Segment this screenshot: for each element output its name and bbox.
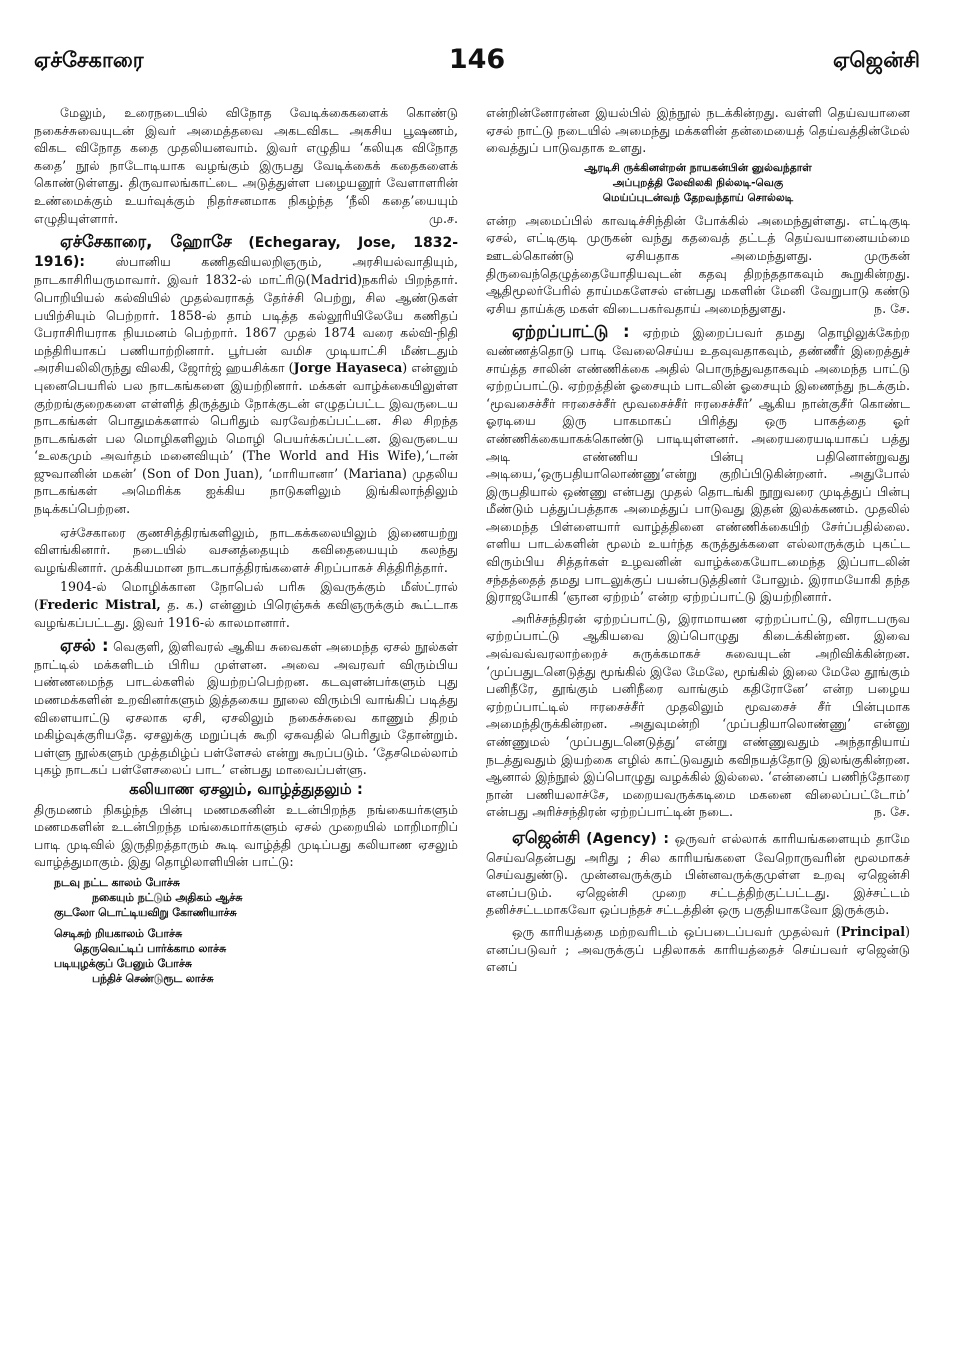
- right-column: [486, 104, 910, 1344]
- paragraph-text: மேலும், உரைநடையில் விநோத வேடிக்கைகளைக் கொண்டு நகைச்சுவையுடன் இவர் அமைத்தவை அகடவிகட அகசிய பூஷணம், விகட விநோத கதை முதலியனவாம். இவர் எழுதிய ‘கலியுக விநோத கதை’ நூல் நாடோடியாக வழங்கும் இருபது வேடிக்கைக் கதைகளைக் கொண்டுள்ளது. திருவாலங்காட்டை அடுத்துள்ள பழையனூர் வேளாளரின் உண்மைக்கும் உயர்வுக்கும் நிதர்சனமாக நிகழ்ந்த ‘நீலி கதை’யையும் எழுதியுள்ளார்.: [34, 105, 458, 226]
- verse-block: [486, 161, 910, 206]
- verse-line: தெருவெட்டிப் பார்க்காம லாச்சு: [74, 941, 226, 955]
- verse-line: படியுழக்குப் பேனும் போச்சு: [54, 956, 192, 970]
- entry-agency: [486, 829, 910, 919]
- entry-text: 1904-ல் மொழிக்கான நோபெல் பரிசு இவருக்கும் மீஸ்ட்ரால் (: [34, 579, 458, 613]
- entry-paragraph: [486, 610, 910, 821]
- entry-text: ) என்னும் புனைபெயரில் பல நாடகங்களை இயற்றினார். மக்கள் வாழ்க்கையிலுள்ள குற்றங்குறைகளை எள்ளித் திருத்தும் நோக்குடன் எழுதப்பட்ட இவருடைய நாடகங்கள் பொதுமக்களால் பெரிதும் வரவேற்கப்பட்டன. சில சிறந்த நாடகங்கள் பல மொழிகளிலும் மொழி பெயர்க்கப்பட்டன. இவருடைய ‘உலகமும் அவர்தம் மனைவியும்’ (: [34, 360, 458, 464]
- latin-term: Principal: [840, 923, 906, 939]
- entry-echegaray: [34, 233, 458, 518]
- entry-etrappattu: [486, 323, 910, 606]
- entry-headword-latin: (Echegaray, Jose, 1832-1916):: [34, 235, 458, 270]
- entry-text: ஸ்பானிய கணிதவியலறிஞரும், அரசியல்வாதியும், நாடகாசிரியருமாவார். இவர் 1832-ல் மாட்ரிடு(Madrid)நகரில் பிறந்தார். பொறியியல் கல்வியில் முதல்வராகத் தேர்ச்சி பெற்று, சில ஆண்டுகள் பயிற்சியும் பெற்றார். 1858-ல் தாம் படித்த கல்லூரியிலேயே கணிதப் பேராசிரியராக நியமனம் பெற்றார். 1867 முதல் 1874 வரை கல்வி-நிதி மந்திரியாகப் பணியாற்றினார். பூர்பன் வமிச முடியாட்சி மீண்டதும் அரசியலிலிருந்து விலகி, ஜோர்ஜ் ஹயசிக்கா (: [34, 253, 458, 376]
- entry-headword: ஏற்றப்பாட்டு :: [512, 322, 630, 342]
- entry-headword: ஏஜென்சி: [512, 827, 581, 847]
- latin-term: Frederic Mistral,: [38, 597, 161, 613]
- entry-continuation-paragraph: [34, 104, 458, 227]
- verse-line: நகையும் நட்டும் அதிகம் ஆச்சு: [92, 890, 243, 904]
- header-left-guide-word: ஏச்சேகாரை: [34, 48, 144, 72]
- entry-text: த. க.) என்னும் பிரெஞ்சுக் கவிஞருக்கும் கூட்டாக வழங்கப்பட்டது. இவர் 1916-ல் காலமானார்.: [34, 597, 458, 630]
- paragraph-text: அரிச்சந்திரன் ஏற்றப்பாட்டு, இராமாயண ஏற்றப்பாட்டு, விராடபருவ ஏற்றப்பாட்டு ஆகியவை இப்பொழுது கிடைக்கின்றன. இவை அவ்வவ்வரலாற்றைச் சுருக்கமாகச் சுவையுடன் அறிவிக்கின்றன. ‘முப்பதுடனெடுத்து மூங்கில் இலே மேலே, மூங்கில் இலை மேலே தூங்கும் பனிநீரே, தூங்கும் பனிநீரை வாங்கும் கதிரோனே’ என்ற பழைய ஏற்றப்பாட்டில் ஈரசைச்சீர் முதலிலும் மூவசைச் சீர் பின்புமாக அமைந்திருக்கின்றன. அதுவுமன்றி ‘முப்பதியாலொண்ணு’ என்னு எண்ணுமல் ‘முப்பதுடனெடுத்து’ என்று எண்ணுவதும் அந்தாதியாய் நடத்துவதும் இயற்கை எழில் காட்டுவதும் கவிநயத்தோடு இலங்குகின்றன. ஆனால் இந்நூல் இப்பொழுது வழக்கில் இல்லை. ‘என்னைப் பணிந்தோரை நான் பணியலாச்சே, மறையவருக்கடிமை மகனை விலைப்பட்டோம்’ என்பது அரிச்சந்திரன் ஏற்றப்பாட்டின் நடை.: [486, 610, 910, 820]
- entry-text: ஒருவர் எல்லாக் காரியங்களையும் தாமே செய்வதென்பது அரிது ; சில காரியங்களை வேறொருவரின் மூலமாகச் செய்வதுண்டு. முன்னவருக்கும் பின்னவருக்குமுள்ள உறவு ஏஜென்சி எனப்படும். ஏஜென்சி முறை சட்டத்திற்குட்பட்டது. இச்சட்டம் தனிச்சட்டமாகவோ ஒப்பந்தச் சட்டத்தின் ஒரு பகுதியாகவோ இருக்கும்.: [486, 830, 910, 918]
- entry-text: ) எனப்படுவர் ; அவருக்குப் பதிலாகக் காரியத்தைச் செய்பவர் ஏஜென்டு எனப்: [486, 923, 910, 975]
- header-right-guide-word: ஏஜென்சி: [832, 48, 920, 72]
- verse-line: குடலோ டொட்டியவிறு கோணியாச்சு: [54, 905, 237, 919]
- entry-headword: ஏசல் :: [60, 636, 109, 656]
- entry-paragraph: [486, 212, 910, 318]
- page-number: 146: [448, 44, 506, 75]
- verse-block: [34, 875, 458, 986]
- verse-line: செடிசுற் றியகாலம் போச்சு: [54, 926, 182, 940]
- verse-line: மெய்ப்புடன்வந் தேறவந்தாய் சொல்லடி: [602, 191, 794, 204]
- paragraph-text: என்ற அமைப்பில் காவடிச்சிந்தின் போக்கில் அமைந்துள்ளது. எட்டிகுடி ஏசல், எட்டிகுடி முருகன் வந்து கதவைத் தட்டத் தெய்வயானையம்மை ஊடல்கொண்டு ஏசியதாக அமைந்துளது. முருகன் திருவைந்தெழுத்தையோதியவுடன் கதவு திறந்ததாகவும் கூறுகின்றது. ஆதிமூலர்பேரில் தாய்மகளேசல் என்பது மகளின் மேனி வேறுபாடு கண்டு ஏசிய தாய்க்கு மகள் விடைபகர்வதாய் அமைந்துளது.: [486, 212, 910, 316]
- entry-text: ஒரு காரியத்தை மற்றவரிடம் ஒப்படைப்பவர் முதல்வர் (: [512, 923, 841, 939]
- author-initials: ந. சே.: [873, 804, 910, 820]
- entry-paragraph: ஏச்சேகாரை குணசித்திரங்களிலும், நாடகக்கலையிலும் இணையற்று விளங்கினார். நடையில் வசனத்தையும் கவிதையையும் கலந்து வழங்கினார். முக்கியமான நாடகபாத்திரங்களைச் சிறப்பாகச் சித்திரித்தார்.: [34, 524, 458, 575]
- latin-term: Jorge Hayaseca: [293, 360, 403, 376]
- entry-text: ),‘டான் ஜுவானின் மகன்’ (: [34, 448, 458, 481]
- entry-text: வெகுளி, இளிவரல் ஆகிய சுவைகள் அமைந்த ஏசல் நூல்கள் நாட்டில் மக்களிடம் பிரிய முள்ளன. அவை அவரவர் விரும்பிய பண்ணமைந்த பாடல்களில் இயற்றப்பெற்றன. கடவுளன்பர்களும் புது மணமக்களின் உறவினர்களும் இத்தகைய நூலை விரும்பி வாங்கிப் படித்து விளையாட்டு ஏசலாக ஏசி, ஏசலிலும் நகைச்சுவை காணும் திறம் மகிழ்வுக்குரியதே. ஏசலுக்கு மறுப்புக் கூறி ஏசுவதில் பெரிதும் தோன்றும். பள்ளு நூல்களும் முத்தமிழ்ப் பள்ளேசல் என்று கூறப்படும். ‘தேசமெல்லாம் புகழ் நாடகப் பள்ளேசலைப் பாட’ என்பது மாவைப்பள்ளு.: [34, 639, 458, 778]
- author-initials: ந. சே.: [873, 300, 910, 316]
- subheading: கலியாண ஏசலும், வாழ்த்துதலும் :: [129, 779, 363, 798]
- entry-text: ஏற்றம் இறைப்பவர் தமது தொழிலுக்கேற்ற வண்ணத்தொடு பாடி வேலைசெய்ய உதவுவதாகவும், தண்ணீர் இறைத்துச் சாய்த்த சாலின் எண்ணிக்கை அதில் பொருந்துவதாகவும் அமைந்த பாட்டு ஏற்றப்பாட்டு. ஏற்றத்தின் ஓசையும் பாடலின் ஓசையும் இணைந்து நடக்கும். ‘மூவசைச்சீர் ஈரசைச்சீர் மூவசைச்சீர் ஈரசைச்சீர்’ ஆகிய நான்குசீர் கொண்ட ஓரடியை இரு பாகமாகப் பிரித்து ஒரு பாகத்தை ஓர் எண்ணிக்கையாகக்கொண்டு பாடியுள்ளனர். அரையரையடியாகப் பத்து அடி எண்ணிய பின்பு பதினொன்றுவது அடியை,‘ஒருபதியாலொண்ணு’என்று குறிப்பிடுகின்றனர். அதுபோல் இருபதியால் ஒண்ணு என்பது முதல் தொடங்கி நூறுவரை முடித்துப் பின்பு மீண்டும் பத்துப்பத்தாக அமைத்துப் பாடுவது இதன் இலக்கணம். முதலில் அமைந்த பிள்ளையார் வாழ்த்தினை எண்ணிக்கையிற் சேர்ப்பதில்லை. எளிய பாடல்களின் மூலம் உயர்ந்த கருத்துக்களை எல்லாருக்கும் புகட்ட விரும்பிய சித்தர்கள் உழவனின் வாழ்க்கையோடமைந்த இப்பாடலின் சந்தத்தைத் தமது பாடலுக்குப் பயன்படுத்தினர் போலும். இராமயோகி தந்த இராஜயோகி ‘ஞான ஏற்றம்’ என்ற ஏற்றப்பாட்டு இயற்றினார்.: [486, 325, 910, 605]
- running-head: [34, 44, 920, 84]
- author-initials: மு.ச.: [429, 210, 458, 226]
- entry-headword-latin: (Agency) :: [586, 830, 669, 847]
- latin-term: Son of Don Juan: [146, 465, 254, 481]
- latin-term: The World and His Wife: [246, 448, 417, 464]
- entry-paragraph: [34, 578, 458, 631]
- verse-line: அப்புறத்தி லேவிலகி நில்லடி-வெகு: [612, 176, 784, 189]
- entry-text: ), ‘மாரியானா’ (: [253, 465, 349, 481]
- entry-paragraph: [486, 923, 910, 976]
- verse-line: நடவு நட்ட காலம் போச்சு: [54, 875, 180, 889]
- entry-continuation-paragraph: என்றின்னோரன்ன இயல்பில் இந்நூல் நடக்கின்றது. வள்ளி தெய்வயானை ஏசல் நாட்டு நடையில் அமைந்து மக்களின் தன்மையைத் தெய்வத்தின்மேல் வைத்துப் பாடுவதாக உளது.: [486, 105, 910, 156]
- entry-text: ) முதலிய நாடகங்கள் அமெரிக்க ஐக்கிய நாடுகளிலும் இங்கிலாந்திலும் நடிக்கப்பெற்றன.: [34, 465, 458, 517]
- entry-paragraph: திருமணம் நிகழ்ந்த பின்பு மணமகனின் உடன்பிறந்த நங்கையர்களும் மணமகளின் உடன்பிறந்த மங்கைமார்களும் ஏசல் முறையில் மாறிமாறிப் பாடி முடிவில் இருதிறத்தாரும் கூடி வாழ்த்தி முடிப்பது கலியாண ஏசலும் வாழ்த்துமாகும். இது தொழிலாளியின் பாட்டு:: [34, 801, 458, 870]
- latin-term: Mariana: [348, 465, 402, 481]
- entry-esal: [34, 637, 458, 779]
- left-column: [34, 104, 458, 1344]
- entry-headword: ஏச்சேகாரை, ஹோசே: [60, 232, 232, 252]
- verse-line: ஆரடிசி ருக்கினள்றன் நாயகன்பின் னுல்வந்தாள்: [584, 161, 812, 174]
- verse-line: பந்திச் செண்டுரூட லாச்சு: [92, 971, 214, 985]
